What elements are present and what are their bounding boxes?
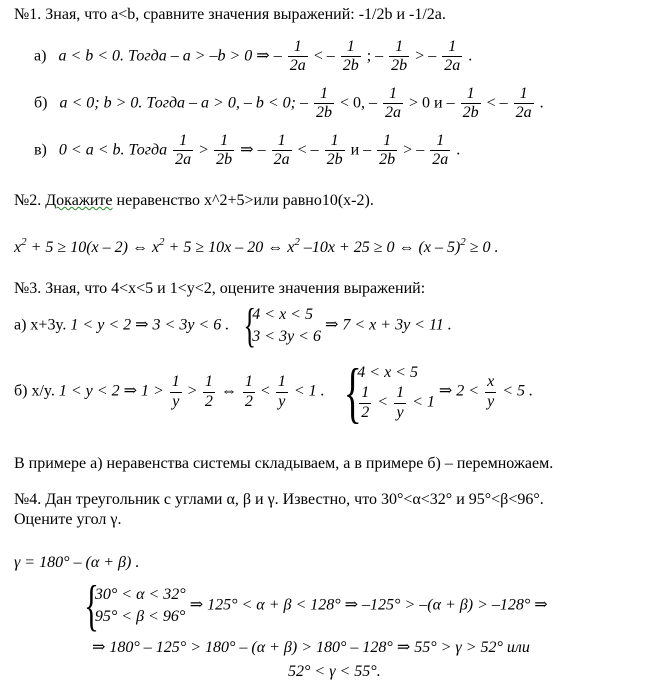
task1-heading: №1. Зная, что a<b, сравните значения выражений: -1/2b и -1/2a.	[14, 6, 446, 23]
fraction: $\frac{1}{2b}$	[216, 132, 233, 169]
fraction: $\frac{1}{2a}$	[444, 38, 461, 75]
task4-heading-line2: Оцените угол γ.	[14, 511, 122, 528]
task4-derivation: ⇒ 180° – 125° > 180° – (α + β) > 180° – 128° ⇒ 55° > γ > 52° или	[92, 639, 530, 656]
fraction: $\frac{1}{y}$	[277, 373, 286, 410]
task4-heading-line1: №4. Дан треугольник с углами α, β и γ. Известно, что 30°<α<32° и 95°<β<96°.	[14, 491, 544, 508]
case-c-condition: 0 < a < b. Тогда	[58, 141, 168, 159]
case-a-label: а)	[34, 47, 47, 65]
fraction: $\frac{1}{y}$	[171, 373, 180, 410]
period: .	[539, 94, 544, 112]
fraction: $\frac{1}{2b}$	[342, 38, 359, 75]
task4-answer: 52° < γ < 55°.	[288, 663, 381, 680]
fraction: $\frac{1}{2b}$	[391, 38, 408, 75]
spellcheck-word: Докажите	[45, 192, 113, 209]
relation: < –	[486, 94, 508, 112]
fraction: $\frac{1}{2}$	[204, 373, 213, 410]
case-a-condition: a < b < 0. Тогда – a > –b > 0 ⇒ –	[58, 47, 282, 65]
fraction: $\frac{1}{2b}$	[326, 132, 343, 169]
task4-formula: γ = 180° – (α + β) .	[14, 554, 140, 571]
task1-case-a	[34, 38, 472, 76]
relation: < 0, –	[339, 94, 377, 112]
relation: > 0 и –	[409, 94, 455, 112]
relation: ⇒ –	[240, 141, 266, 159]
case-b-condition: a < 0; b > 0. Тогда – a > 0, – b < 0; –	[59, 94, 308, 112]
task2-heading: №2. Докажите неравенство x^2+5>или равно10(x-2).	[14, 192, 374, 209]
case-b-label: б)	[34, 94, 48, 112]
inequality-system: 30° < α < 32° 95° < β < 96°	[94, 585, 186, 625]
fraction: $\frac{1}{2b}$	[379, 132, 396, 169]
relation: ; –	[366, 47, 384, 65]
case-b-label: б) x/y.	[14, 382, 55, 400]
system-brace: {	[343, 354, 362, 430]
task3-note: В примере а) неравенства системы складываем, а в примере б) – перемножаем.	[14, 455, 554, 472]
relation: < –	[313, 47, 335, 65]
fraction: $\frac{1}{2b}$	[315, 85, 332, 122]
fraction: $\frac{1}{2a}$	[175, 132, 192, 169]
relation: < –	[297, 141, 319, 159]
case-a-label: а) x+3y.	[14, 316, 67, 334]
relation: >	[199, 141, 209, 159]
task3-case-b: б) x/y. 1 < y < 2 ⇒ 1 > $\frac{1}{y}$ > $\frac{1}{2}$ ⇔ $\frac{1}{2}$ < $\frac{1}{y}$ < 1 . { 4 < x < 5 $\frac{1}{2}$ < $\frac{1}{y}$ < 1 ⇒ 2 < $\frac{x}{y}$ < 5 .	[14, 354, 533, 430]
task3-case-a: а) x+3y. 1 < y < 2 ⇒ 3 < 3y < 6 . { 4 < x < 5 3 < 3y < 6 ⇒ 7 < x + 3y < 11 .	[14, 299, 452, 352]
fraction: $\frac{1}{2b}$	[462, 85, 479, 122]
fraction: $\frac{1}{2a}$	[515, 85, 532, 122]
task2-proof: $x^2 + 5 \ge 10(x - 2)$ ⇔ $x^2 + 5 \ge 10x - 20$ ⇔ $x^2$ –10x + 25 ≥ 0 ⇔ (x – 5)$^2$ ≥ 0 .	[14, 236, 499, 256]
fraction: $\frac{1}{2a}$	[289, 38, 306, 75]
relation: и –	[350, 141, 372, 159]
case-c-label: в)	[34, 141, 47, 159]
task3-heading: №3. Зная, что 4<x<5 и 1<y<2, оцените значения выражений:	[14, 280, 426, 297]
period: .	[456, 141, 461, 159]
task1-case-b	[34, 85, 544, 123]
fraction: $\frac{1}{2a}$	[432, 132, 449, 169]
inequality-system: 4 < x < 5 3 < 3y < 6	[252, 305, 321, 345]
fraction: $\frac{x}{y}$	[487, 373, 495, 410]
task4-system-line: { 30° < α < 32° 95° < β < 96° ⇒ 125° < α + β < 128° ⇒ –125° > –(α + β) > –128° ⇒	[84, 575, 548, 637]
task1-case-c	[34, 132, 460, 170]
relation: > –	[403, 141, 425, 159]
system-brace: {	[243, 299, 257, 352]
fraction: $\frac{1}{2a}$	[385, 85, 401, 122]
system-brace: {	[84, 575, 99, 637]
fraction: $\frac{1}{2}$	[244, 373, 253, 410]
period: .	[468, 47, 473, 65]
relation: > –	[415, 47, 437, 65]
fraction: $\frac{1}{2a}$	[273, 132, 290, 169]
inequality-system: 4 < x < 5 $\frac{1}{2}$ < $\frac{1}{y}$ < 1	[357, 363, 435, 421]
